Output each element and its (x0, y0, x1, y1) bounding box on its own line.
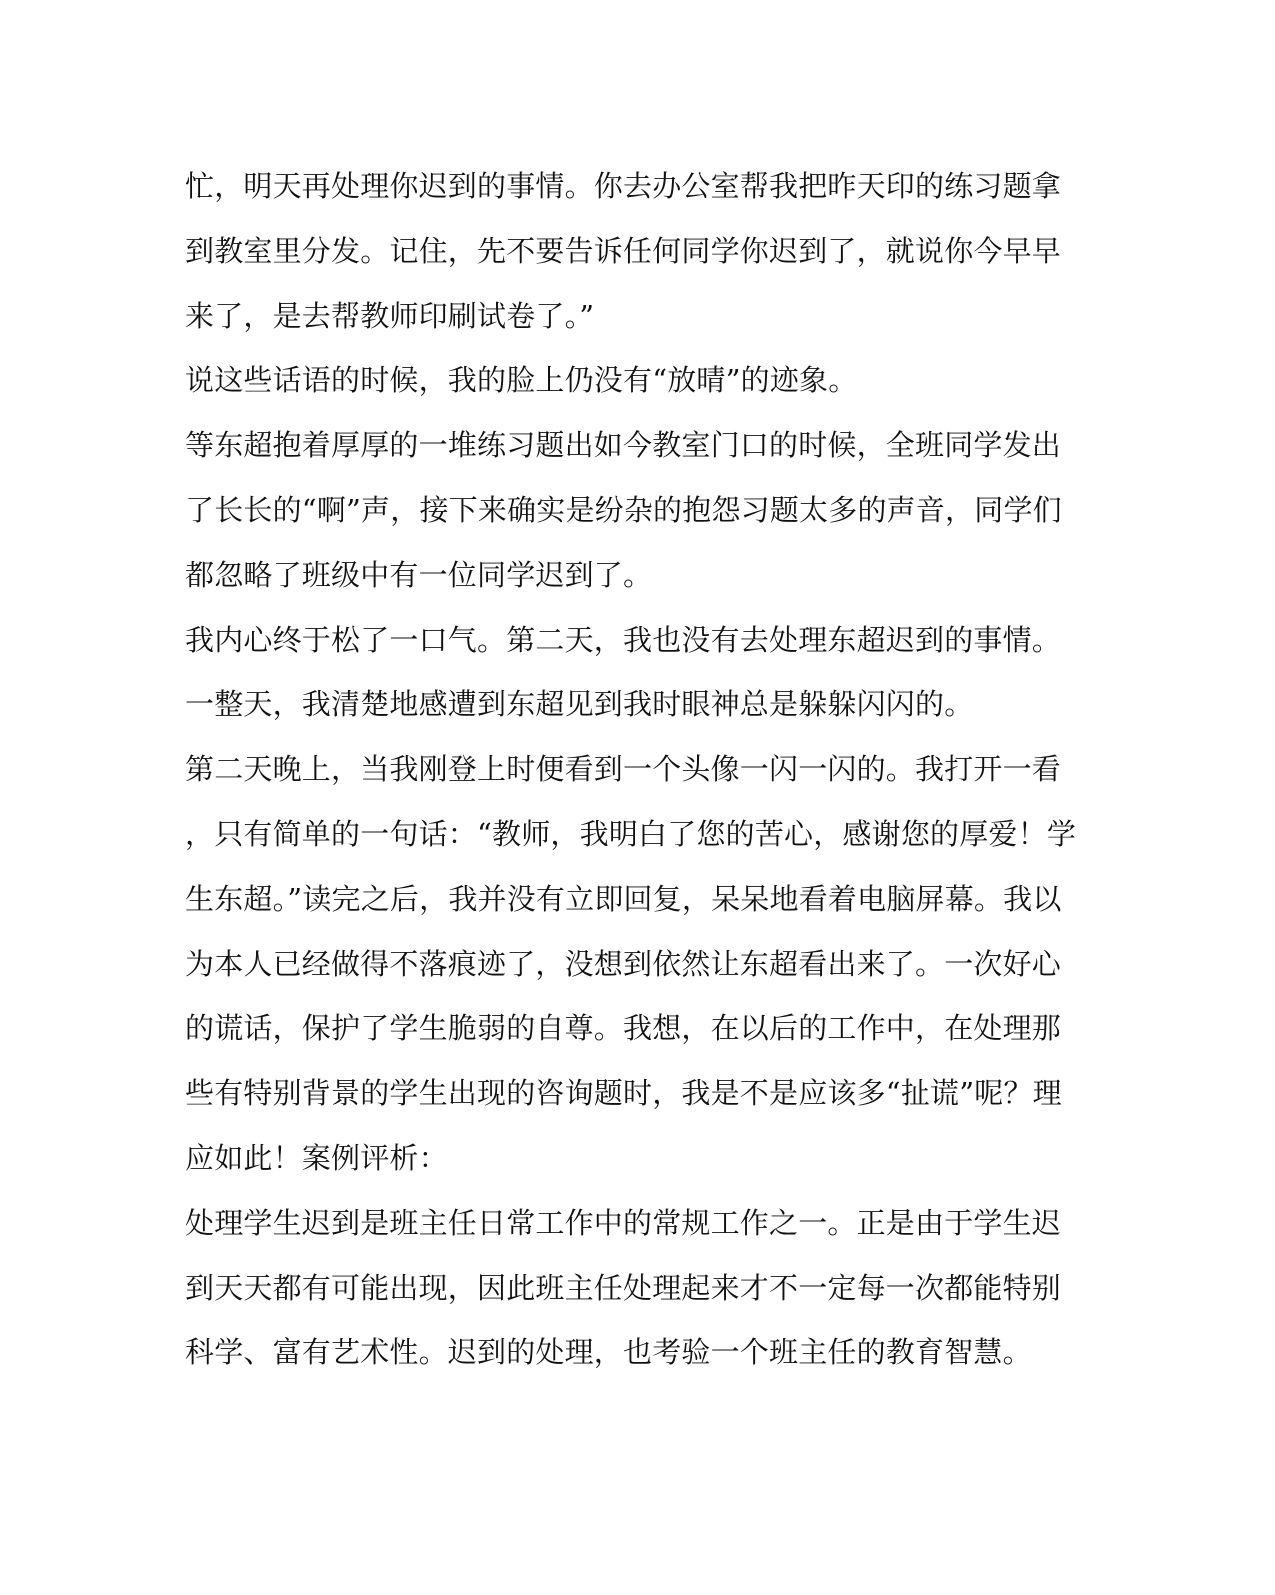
text-line: 处理学生迟到是班主任日常工作中的常规工作之一。正是由于学生迟 (185, 1205, 1062, 1240)
text-line: 一整天，我清楚地感遭到东超见到我时眼神总是躲躲闪闪的。 (185, 687, 974, 722)
text-line: 忙，明天再处理你迟到的事情。你去办公室帮我把昨天印的练习题拿 (185, 169, 1062, 203)
text-line: 科学、富有艺术性。迟到的处理，也考验一个班主任的教育智慧。 (185, 1335, 1032, 1370)
text-line: 为本人已经做得不落痕迹了，没想到依然让东超看出来了。一次好心 (185, 946, 1062, 981)
text-line: 说这些话语的时候，我的脸上仍没有“放晴”的迹象。 (185, 363, 858, 398)
text-line: ，只有简单的一句话：“教师，我明白了您的苦心，感谢您的厚爱！学 (185, 816, 1077, 851)
text-line: 到天天都有可能出现，因此班主任处理起来才不一定每一次都能特别 (185, 1270, 1062, 1305)
text-line: 的谎话，保护了学生脆弱的自尊。我想，在以后的工作中，在处理那 (185, 1011, 1062, 1046)
text-line: 到教室里分发。记住，先不要告诉任何同学你迟到了，就说你今早早 (185, 233, 1062, 268)
text-line: 应如此！案例评析： (185, 1140, 448, 1175)
text-line: 都忽略了班级中有一位同学迟到了。 (185, 557, 653, 592)
text-line: 第二天晚上，当我刚登上时便看到一个头像一闪一闪的。我打开一看 (185, 752, 1062, 787)
body-text (185, 154, 1075, 1385)
text-line: 了长长的“啊”声，接下来确实是纷杂的抱怨习题太多的声音，同学们 (185, 492, 1062, 527)
text-line: 生东超。”读完之后，我并没有立即回复，呆呆地看着电脑屏幕。我以 (185, 881, 1062, 916)
text-line: 等东超抱着厚厚的一堆练习题出如今教室门口的时候，全班同学发出 (185, 428, 1062, 463)
text-line: 些有特别背景的学生出现的咨询题时，我是不是应该多“扯谎”呢？理 (185, 1076, 1062, 1111)
text-line: 来了，是去帮教师印刷试卷了。” (185, 298, 595, 333)
text-line: 我内心终于松了一口气。第二天，我也没有去处理东超迟到的事情。 (185, 622, 1062, 657)
